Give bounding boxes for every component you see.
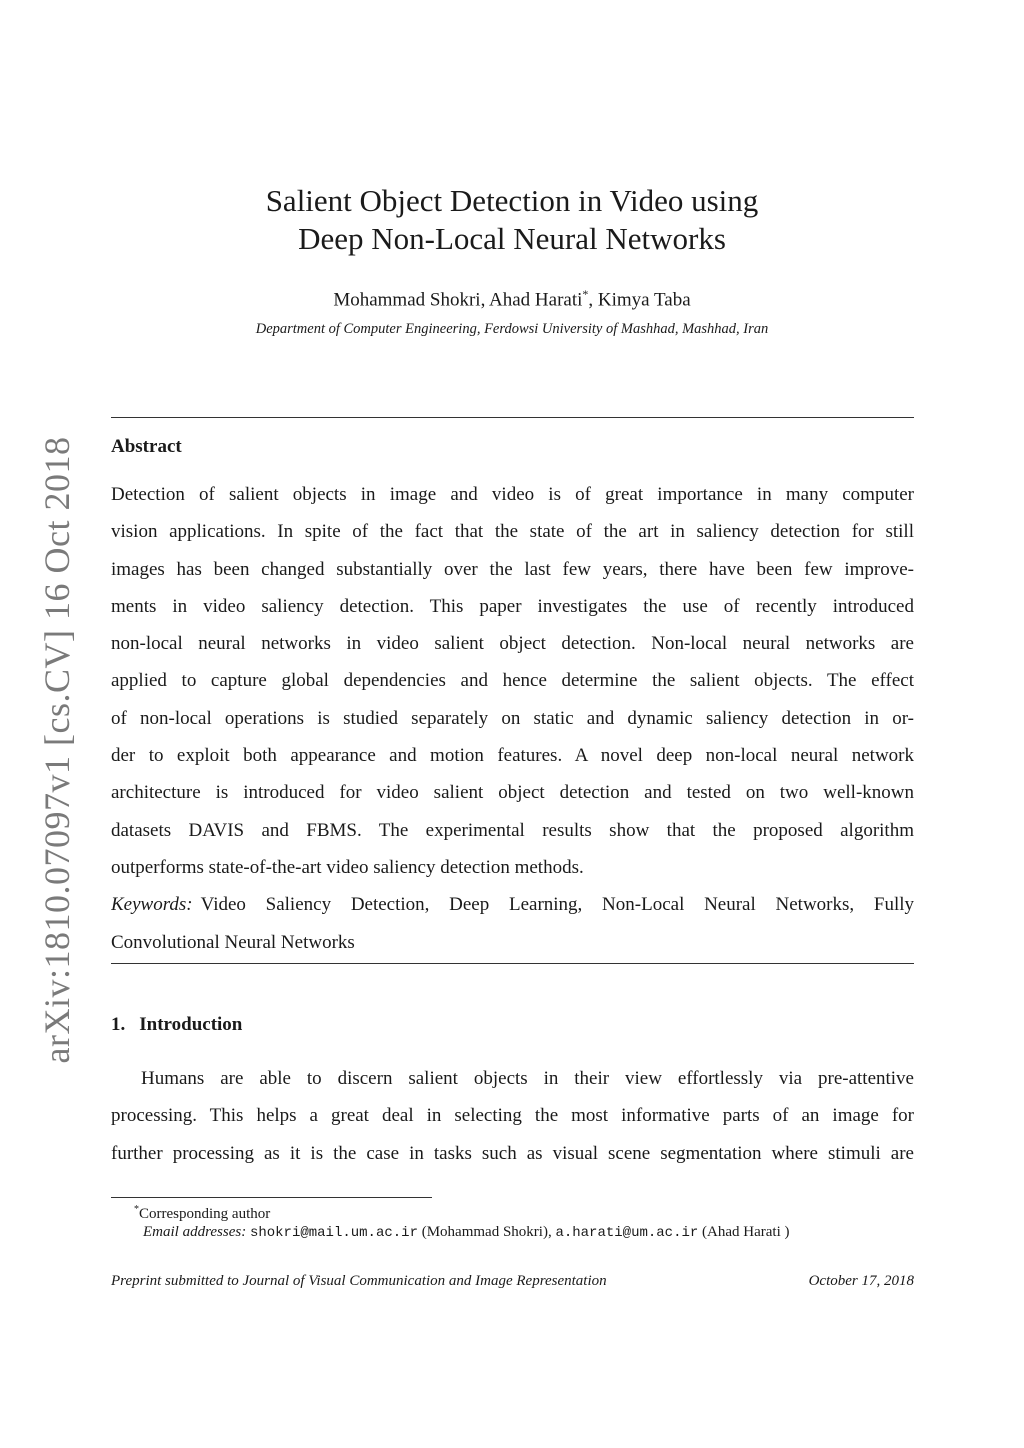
introduction-body — [111, 1060, 914, 1172]
section-heading-introduction — [111, 1014, 242, 1036]
authors — [0, 287, 1024, 311]
affiliation: Department of Computer Engineering, Ferdowsi University of Mashhad, Mashhad, Iran — [255, 321, 769, 337]
abstract-line: applied to capture global dependencies and hence determine the salient objects. The effect — [111, 670, 914, 692]
section-number: 1. — [111, 1014, 126, 1035]
footer-date: October 17, 2018 — [808, 1273, 914, 1289]
abstract-line: of non-local operations is studied separately on static and dynamic saliency detection in or- — [111, 707, 914, 729]
abstract-body — [111, 476, 914, 961]
abstract-line: der to exploit both appearance and motion features. A novel deep non-local neural network — [111, 745, 914, 767]
email-name-2: (Ahad Harati ) — [698, 1224, 790, 1240]
author-last: , Kimya Taba — [588, 289, 691, 311]
email-name-1: (Mohammad Shokri), — [417, 1224, 556, 1240]
footer-journal: Preprint submitted to Journal of Visual Communication and Image Representation — [111, 1273, 607, 1289]
footnote-corresponding — [134, 1204, 270, 1223]
footnote-rule — [111, 1197, 432, 1198]
abstract-line: datasets DAVIS and FBMS. The experimental results show that the proposed algorithm — [111, 819, 914, 841]
intro-line: processing. This helps a great deal in selecting the most informative parts of an image for — [111, 1105, 914, 1127]
paper-title — [0, 182, 1024, 258]
abstract-last-line: outperforms state-of-the-art video saliency detection methods. — [111, 856, 584, 878]
keywords-line-2: Convolutional Neural Networks — [111, 931, 355, 953]
corresponding-mark: * — [582, 287, 589, 301]
email-link-2[interactable]: a.harati@um.ac.ir — [555, 1225, 699, 1241]
footnote-emails — [143, 1224, 790, 1241]
abstract-line: non-local neural networks in video salient object detection. Non-local neural networks are — [111, 633, 914, 655]
abstract-line: Detection of salient objects in image and video is of great importance in many computer — [111, 484, 914, 505]
abstract-line: ments in video saliency detection. This paper investigates the use of recently introduced — [111, 595, 914, 617]
title-line-2: Deep Non-Local Neural Networks — [298, 221, 726, 256]
arxiv-stamp: arXiv:1810.07097v1 [cs.CV] 16 Oct 2018 — [37, 436, 77, 1064]
abstract-line: vision applications. In spite of the fact that the state of the art in saliency detection for still — [111, 521, 914, 543]
intro-line: further processing as it is the case in tasks such as visual scene segmentation where stimuli are — [111, 1142, 914, 1164]
keywords-label: Keywords: — [111, 894, 193, 916]
abstract-heading: Abstract — [111, 436, 182, 457]
abstract-line: images has been changed substantially over the last few years, there have been few improve- — [111, 558, 914, 580]
footnote-mark: * — [134, 1204, 139, 1215]
keywords-text-1: Video Saliency Detection, Deep Learning, Non-Local Neural Networks, Fully — [200, 894, 914, 916]
abstract-line: architecture is introduced for video salient object detection and tested on two well-known — [111, 782, 914, 804]
email-label: Email addresses: — [143, 1224, 247, 1240]
title-line-1: Salient Object Detection in Video using — [265, 183, 759, 218]
email-link-1[interactable]: shokri@mail.um.ac.ir — [249, 1225, 418, 1241]
abstract-bottom-rule — [111, 963, 914, 964]
keywords-line-1 — [111, 886, 914, 923]
intro-line: Humans are able to discern salient objects in their view effortlessly via pre-attentive — [141, 1068, 914, 1089]
section-title: Introduction — [139, 1014, 243, 1035]
footnote-corresponding-text: Corresponding author — [139, 1206, 271, 1222]
abstract-top-rule — [111, 417, 914, 418]
author-names: Mohammad Shokri, Ahad Harati — [333, 289, 583, 311]
